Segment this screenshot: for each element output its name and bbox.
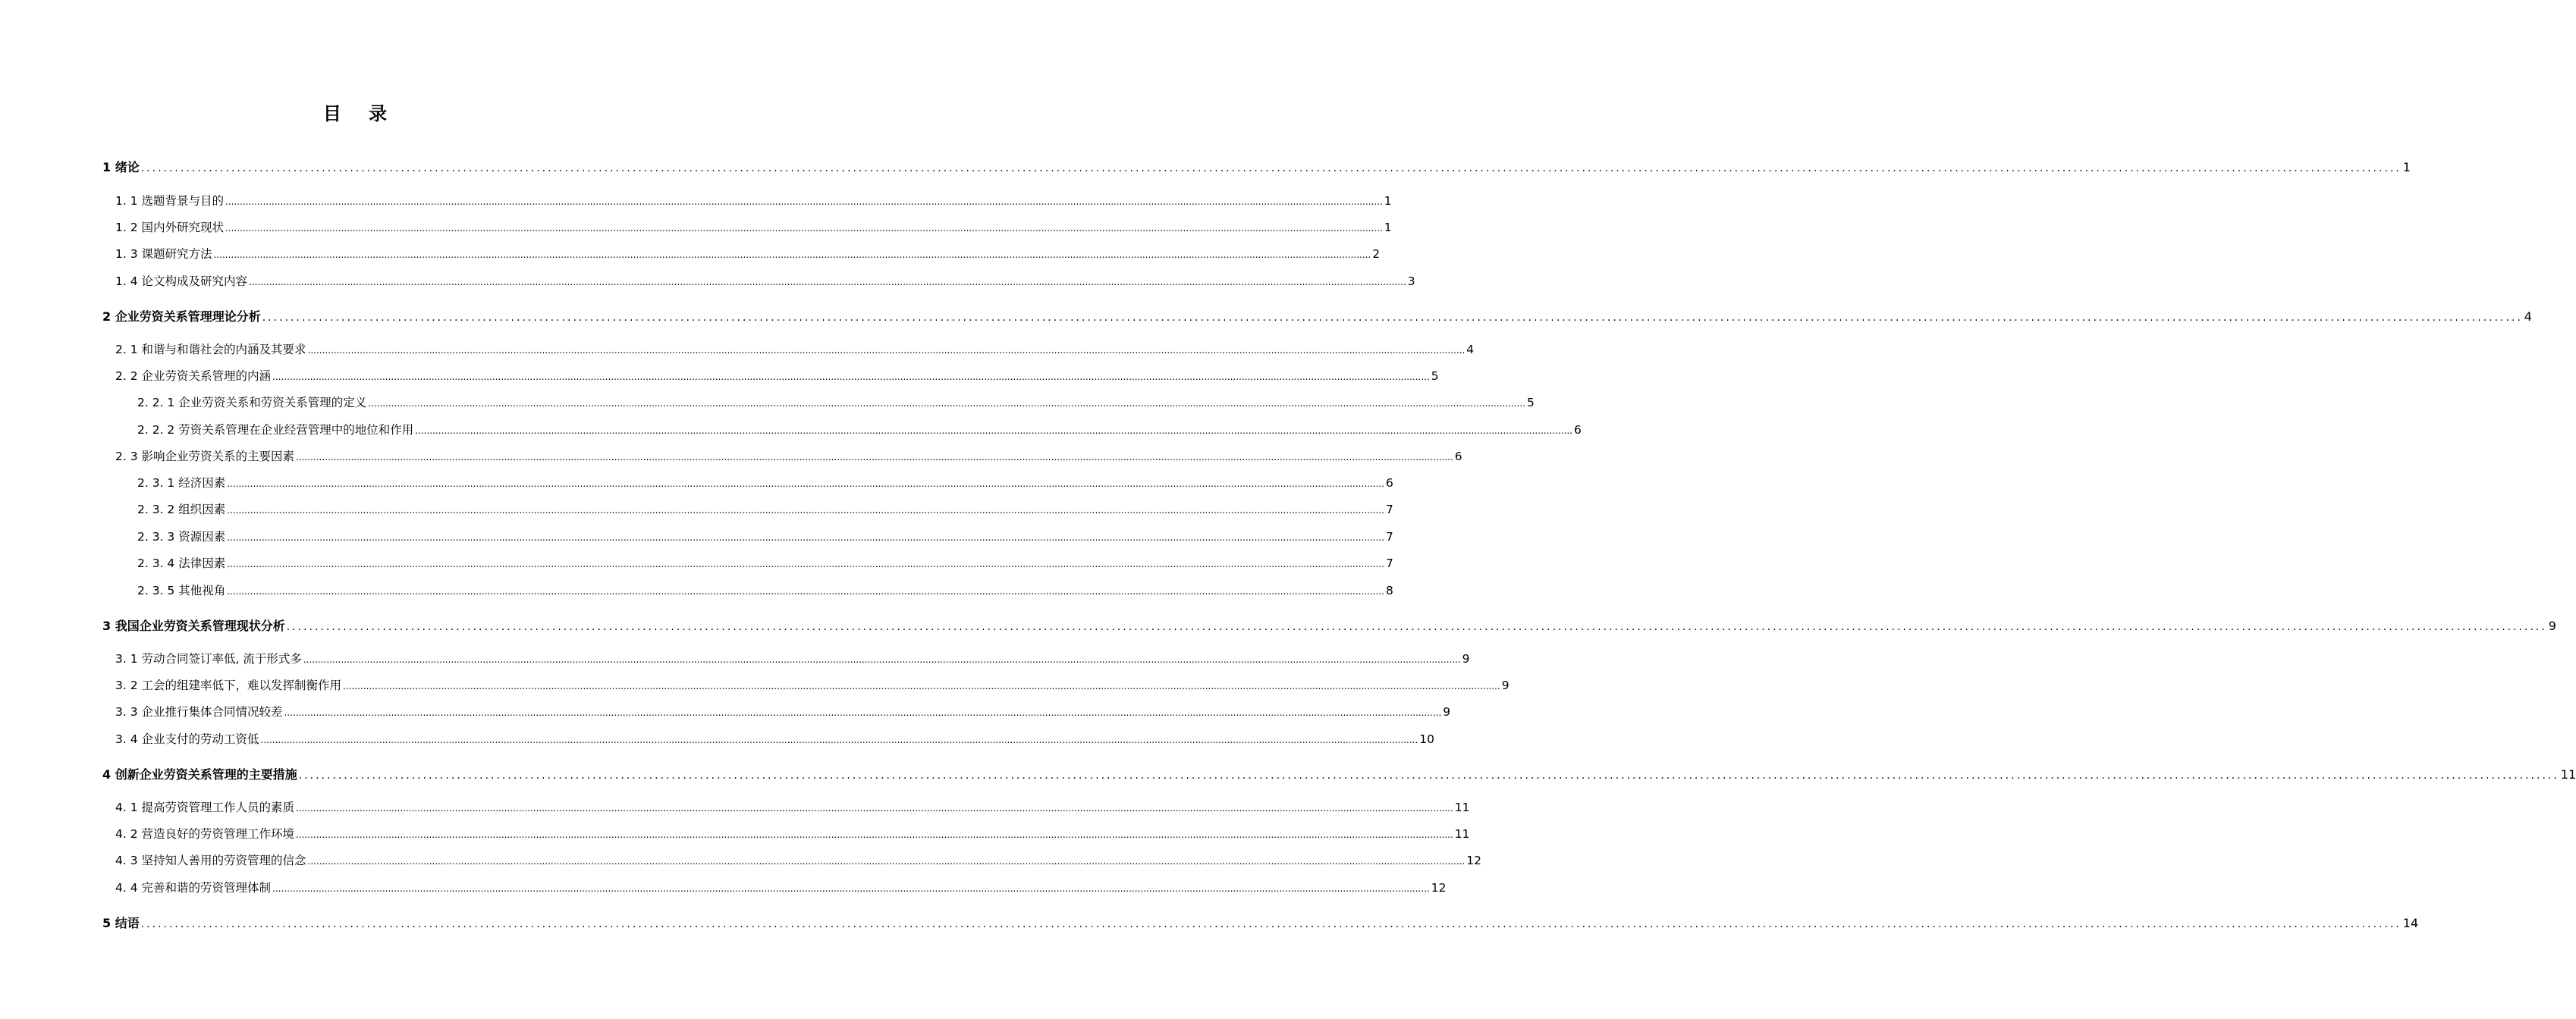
toc-entry[interactable] <box>115 703 1451 721</box>
toc-entry-title: 1. 1 选题背景与目的 <box>115 194 225 208</box>
toc-entry-title: 2. 3. 4 法律因素 <box>137 557 226 570</box>
toc-entry-title: 3. 2 工会的组建率低下，难以发挥制衡作用 <box>115 679 342 692</box>
toc-entry[interactable] <box>115 245 1381 263</box>
toc-entry-title: 1. 4 论文构成及研究内容 <box>115 274 248 288</box>
toc-entry[interactable] <box>115 650 1470 668</box>
toc-entry-page: 12 <box>1466 854 1482 867</box>
toc-dot-leader: ................................................................................................................................................................................................................................................................................................................................................................................................................ <box>343 681 1500 691</box>
toc-entry-title: 3 我国企业劳资关系管理现状分析 <box>102 619 285 633</box>
toc-entry-page: 11 <box>2560 767 2576 782</box>
toc-dot-leader: ................................................................................................................................................................................................................................................................................................................................................................................................................ <box>249 277 1406 287</box>
toc-entry[interactable] <box>115 730 1435 748</box>
toc-entry[interactable] <box>102 914 2419 932</box>
toc-entry-page: 5 <box>1527 396 1535 409</box>
toc-dot-leader: ................................................................................................................................................................................................................................................................................................................................................................................................................ <box>272 372 1430 382</box>
toc-dot-leader: ................................................................................................................................................................................................................................................................................................................................................................................................................ <box>213 249 1371 260</box>
toc-entry[interactable] <box>115 676 1509 694</box>
toc-entry[interactable] <box>137 393 1535 412</box>
toc-entry-title: 4 创新企业劳资关系管理的主要措施 <box>102 767 297 782</box>
toc-dot-leader: ................................................................................................................................................................................................................................................................................................................................................................................................................ <box>227 559 1385 569</box>
toc-entry-title: 2. 2. 1 企业劳资关系和劳资关系管理的定义 <box>137 396 367 409</box>
toc-dot-leader: ................................................................................................................................................................................................................................................................................................................................................................................................................ <box>298 770 2559 782</box>
toc-entry-title: 5 结语 <box>102 916 140 930</box>
toc-entry-page: 1 <box>1384 194 1392 208</box>
toc-dot-leader: ................................................................................................................................................................................................................................................................................................................................................................................................................ <box>227 478 1385 489</box>
toc-entry-page: 2 <box>1372 247 1381 261</box>
toc-dot-leader: ................................................................................................................................................................................................................................................................................................................................................................................................................ <box>286 621 2547 633</box>
toc-entry-title: 1. 2 国内外研究现状 <box>115 221 225 234</box>
toc-entry[interactable] <box>102 307 2532 325</box>
toc-entry-title: 1 绪论 <box>102 160 140 174</box>
toc-entry-page: 8 <box>1386 584 1393 597</box>
toc-dot-leader: ................................................................................................................................................................................................................................................................................................................................................................................................................ <box>140 162 2402 174</box>
toc-entry[interactable] <box>102 765 2576 783</box>
toc-entry-title: 2. 1 和谐与和谐社会的内涵及其要求 <box>115 343 306 356</box>
toc-dot-leader: ................................................................................................................................................................................................................................................................................................................................................................................................................ <box>272 883 1430 894</box>
toc-entry-page: 6 <box>1386 476 1393 490</box>
toc-entry-title: 3. 1 劳动合同签订率低, 流于形式多 <box>115 652 302 666</box>
toc-dot-leader: ................................................................................................................................................................................................................................................................................................................................................................................................................ <box>296 452 1453 462</box>
toc-entry[interactable] <box>115 879 1447 897</box>
toc-entry-title: 2. 3. 2 组织因素 <box>137 503 226 516</box>
toc-entry-title: 4. 1 提高劳资管理工作人员的素质 <box>115 801 295 814</box>
page-title: 目 录 <box>322 103 398 124</box>
toc-dot-leader: ................................................................................................................................................................................................................................................................................................................................................................................................................ <box>368 398 1526 409</box>
toc-entry[interactable] <box>115 447 1462 466</box>
toc-entry-page: 14 <box>2402 916 2419 930</box>
toc-entry-page: 11 <box>1454 801 1470 814</box>
toc-dot-leader: ................................................................................................................................................................................................................................................................................................................................................................................................................ <box>227 505 1385 516</box>
toc-entry-page: 3 <box>1407 274 1415 288</box>
toc-entry[interactable] <box>115 851 1482 870</box>
toc-entry-page: 4 <box>2524 309 2532 324</box>
toc-entry-page: 10 <box>1419 732 1435 746</box>
toc-entry[interactable] <box>137 474 1393 492</box>
toc-entry-page: 1 <box>2402 160 2411 174</box>
toc-dot-leader: ................................................................................................................................................................................................................................................................................................................................................................................................................ <box>140 918 2402 930</box>
toc-dot-leader: ................................................................................................................................................................................................................................................................................................................................................................................................................ <box>296 829 1453 840</box>
toc-entry[interactable] <box>137 500 1393 519</box>
toc-entry-title: 3. 4 企业支付的劳动工资低 <box>115 732 259 746</box>
toc-dot-leader: ................................................................................................................................................................................................................................................................................................................................................................................................................ <box>227 532 1385 543</box>
toc-entry-page: 9 <box>1443 705 1451 719</box>
toc-entry-title: 2. 3 影响企业劳资关系的主要因素 <box>115 450 295 463</box>
toc-entry[interactable] <box>115 798 1470 817</box>
toc-entry[interactable] <box>115 825 1470 843</box>
toc-entry[interactable] <box>137 421 1582 439</box>
toc-entry-title: 2. 2. 2 劳资关系管理在企业经营管理中的地位和作用 <box>137 423 414 437</box>
toc-entry-title: 2. 3. 1 经济因素 <box>137 476 226 490</box>
toc-entry-title: 2 企业劳资关系管理理论分析 <box>102 309 261 324</box>
toc-entry-title: 2. 3. 5 其他视角 <box>137 584 226 597</box>
toc-entry-title: 4. 4 完善和谐的劳资管理体制 <box>115 881 272 895</box>
toc-entry-page: 5 <box>1431 369 1439 383</box>
toc-entry-page: 7 <box>1386 503 1393 516</box>
toc-entry[interactable] <box>137 554 1393 572</box>
toc-entry[interactable] <box>102 616 2556 635</box>
toc-entry-page: 9 <box>1462 652 1470 666</box>
toc-dot-leader: ................................................................................................................................................................................................................................................................................................................................................................................................................ <box>260 735 1418 745</box>
toc-entry[interactable] <box>115 192 1392 210</box>
toc-entry-page: 6 <box>1574 423 1582 437</box>
toc-entry[interactable] <box>137 582 1393 600</box>
toc-entry-page: 12 <box>1431 881 1447 895</box>
toc-dot-leader: ................................................................................................................................................................................................................................................................................................................................................................................................................ <box>307 856 1465 867</box>
toc-dot-leader: ................................................................................................................................................................................................................................................................................................................................................................................................................ <box>415 425 1573 436</box>
toc-entry-title: 3. 3 企业推行集体合同情况较差 <box>115 705 283 719</box>
toc-dot-leader: ................................................................................................................................................................................................................................................................................................................................................................................................................ <box>307 345 1465 356</box>
toc-entry-page: 7 <box>1386 557 1393 570</box>
toc-entry-title: 2. 3. 3 资源因素 <box>137 530 226 544</box>
toc-entry[interactable] <box>137 528 1393 546</box>
toc-entry[interactable] <box>115 340 1475 359</box>
toc-dot-leader: ................................................................................................................................................................................................................................................................................................................................................................................................................ <box>296 803 1453 814</box>
toc-entry-title: 1. 3 课题研究方法 <box>115 247 212 261</box>
toc-entry-page: 1 <box>1384 221 1392 234</box>
toc-entry[interactable] <box>115 367 1439 385</box>
toc-dot-leader: ................................................................................................................................................................................................................................................................................................................................................................................................................ <box>225 196 1383 207</box>
toc-dot-leader: ................................................................................................................................................................................................................................................................................................................................................................................................................ <box>284 707 1442 718</box>
toc-entry-page: 6 <box>1454 450 1462 463</box>
toc-entry[interactable] <box>102 158 2411 176</box>
toc-entry[interactable] <box>115 272 1415 290</box>
toc-dot-leader: ................................................................................................................................................................................................................................................................................................................................................................................................................ <box>303 654 1461 665</box>
toc-entry-page: 4 <box>1466 343 1475 356</box>
toc-entry-page: 9 <box>1501 679 1509 692</box>
toc-dot-leader: ................................................................................................................................................................................................................................................................................................................................................................................................................ <box>227 586 1385 597</box>
toc-entry-page: 7 <box>1386 530 1393 544</box>
toc-entry-page: 11 <box>1454 827 1470 841</box>
toc-dot-leader: ................................................................................................................................................................................................................................................................................................................................................................................................................ <box>225 223 1383 234</box>
toc-entry-title: 2. 2 企业劳资关系管理的内涵 <box>115 369 272 383</box>
toc-entry-page: 9 <box>2548 619 2556 633</box>
toc-entry[interactable] <box>115 218 1392 237</box>
toc-dot-leader: ................................................................................................................................................................................................................................................................................................................................................................................................................ <box>262 312 2523 324</box>
toc-entry-title: 4. 3 坚持知人善用的劳资管理的信念 <box>115 854 306 867</box>
toc-entry-title: 4. 2 营造良好的劳资管理工作环境 <box>115 827 295 841</box>
